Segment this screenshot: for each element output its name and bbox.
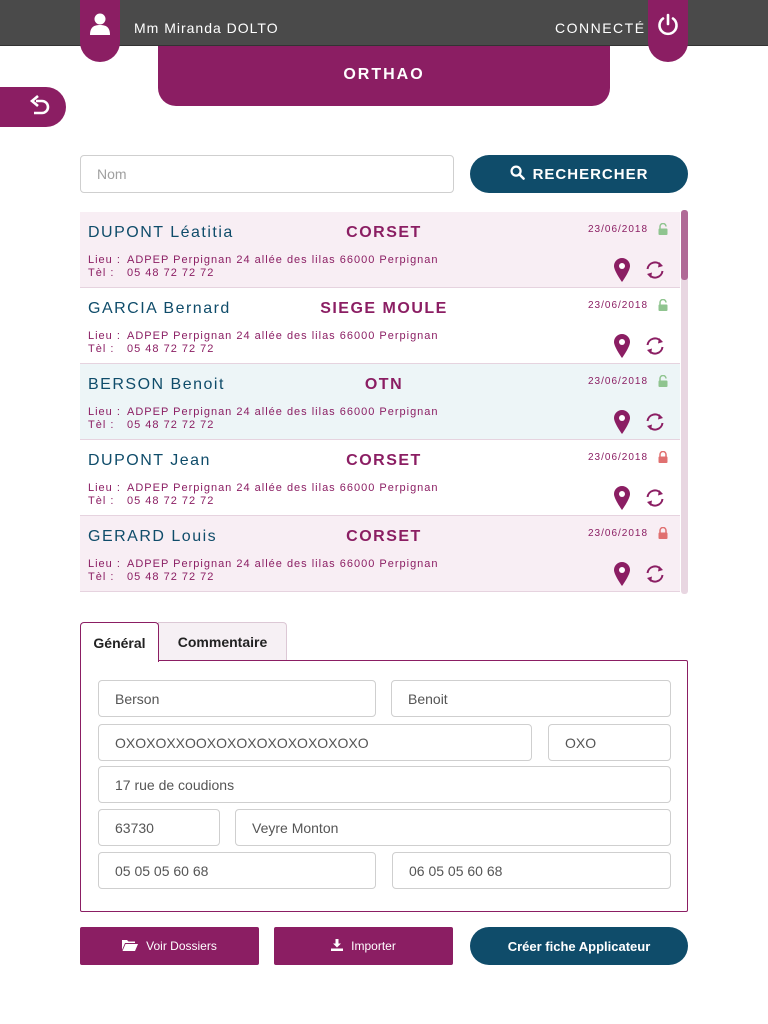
record-date: 23/06/2018 [588, 376, 649, 387]
device-type: OTN [364, 376, 404, 393]
create-applicator-label: Créer fiche Applicateur [507, 938, 651, 954]
patient-phone: Tèl : 05 48 72 72 72 [88, 343, 215, 355]
device-type: CORSET [346, 452, 422, 469]
phone-field[interactable]: 05 05 05 60 68 [98, 852, 376, 889]
map-pin-icon[interactable] [614, 410, 630, 439]
importer-label: Importer [351, 939, 396, 953]
patient-results-list [80, 212, 688, 594]
address-field[interactable]: 17 rue de coudions [98, 766, 671, 803]
patient-row[interactable] [80, 212, 680, 288]
app-title: ORTHAO [158, 46, 610, 106]
map-pin-icon[interactable] [614, 258, 630, 287]
map-pin-icon[interactable] [614, 334, 630, 363]
search-button-label: RECHERCHER [532, 165, 649, 183]
connection-status: CONNECTÉ [555, 20, 646, 36]
patient-name: GARCIA Bernard [88, 300, 231, 317]
map-pin-icon[interactable] [614, 562, 630, 591]
create-applicator-button[interactable] [470, 927, 688, 965]
sync-icon[interactable] [644, 260, 666, 285]
voir-dossiers-label: Voir Dossiers [146, 939, 217, 953]
patient-row[interactable] [80, 440, 680, 516]
patient-phone: Tèl : 05 48 72 72 72 [88, 267, 215, 279]
search-button[interactable] [470, 155, 688, 193]
patient-location: Lieu : ADPEP Perpignan 24 allée des lilas 66000 Perpignan [88, 558, 439, 570]
undo-icon [28, 93, 52, 122]
patient-row[interactable] [80, 288, 680, 364]
first-name-field[interactable]: Benoit [391, 680, 671, 717]
record-date: 23/06/2018 [588, 224, 649, 235]
device-type: CORSET [346, 224, 422, 241]
lock-icon [658, 450, 668, 468]
unlocked-icon [658, 298, 668, 316]
patient-location: Lieu : ADPEP Perpignan 24 allée des lilas 66000 Perpignan [88, 330, 439, 342]
tab-commentaire[interactable]: Commentaire [158, 622, 287, 660]
folder-open-icon [122, 939, 138, 954]
general-form-panel [80, 660, 688, 912]
last-name-field[interactable]: Berson [98, 680, 376, 717]
patient-location: Lieu : ADPEP Perpignan 24 allée des lilas 66000 Perpignan [88, 482, 439, 494]
sync-icon[interactable] [644, 488, 666, 513]
sync-icon[interactable] [644, 564, 666, 589]
patient-location: Lieu : ADPEP Perpignan 24 allée des lilas 66000 Perpignan [88, 406, 439, 418]
patient-row[interactable] [80, 516, 680, 592]
patient-name: DUPONT Jean [88, 452, 211, 469]
results-scrollbar-thumb[interactable] [681, 210, 688, 280]
tab-general[interactable]: Général [80, 622, 159, 662]
power-icon [656, 13, 680, 62]
device-type: CORSET [346, 528, 422, 545]
record-date: 23/06/2018 [588, 452, 649, 463]
patient-phone: Tèl : 05 48 72 72 72 [88, 571, 215, 583]
patient-phone: Tèl : 05 48 72 72 72 [88, 419, 215, 431]
back-button[interactable] [0, 87, 66, 127]
user-profile-button[interactable] [80, 0, 120, 62]
code-short-field[interactable]: OXO [548, 724, 671, 761]
search-icon [510, 165, 525, 184]
patient-name: DUPONT Léatitia [88, 224, 234, 241]
search-name-input[interactable] [80, 155, 454, 193]
user-icon [89, 12, 111, 62]
map-pin-icon[interactable] [614, 486, 630, 515]
unlocked-icon [658, 222, 668, 240]
download-icon [331, 939, 343, 954]
logout-button[interactable] [648, 0, 688, 62]
patient-name: GERARD Louis [88, 528, 218, 545]
patient-phone: Tèl : 05 48 72 72 72 [88, 495, 215, 507]
mobile-field[interactable]: 06 05 05 60 68 [392, 852, 671, 889]
importer-button[interactable] [274, 927, 453, 965]
device-type: SIEGE MOULE [320, 300, 448, 317]
sync-icon[interactable] [644, 412, 666, 437]
voir-dossiers-button[interactable] [80, 927, 259, 965]
unlocked-icon [658, 374, 668, 392]
patient-name: BERSON Benoit [88, 376, 225, 393]
patient-location: Lieu : ADPEP Perpignan 24 allée des lilas 66000 Perpignan [88, 254, 439, 266]
sync-icon[interactable] [644, 336, 666, 361]
patient-row[interactable] [80, 364, 680, 440]
record-date: 23/06/2018 [588, 528, 649, 539]
lock-icon [658, 526, 668, 544]
city-field[interactable]: Veyre Monton [235, 809, 671, 846]
code-field[interactable]: OXOXOXXOOXOXOXOXOXOXOXOXO [98, 724, 532, 761]
record-date: 23/06/2018 [588, 300, 649, 311]
postal-code-field[interactable]: 63730 [98, 809, 220, 846]
user-name: Mm Miranda DOLTO [134, 20, 279, 36]
